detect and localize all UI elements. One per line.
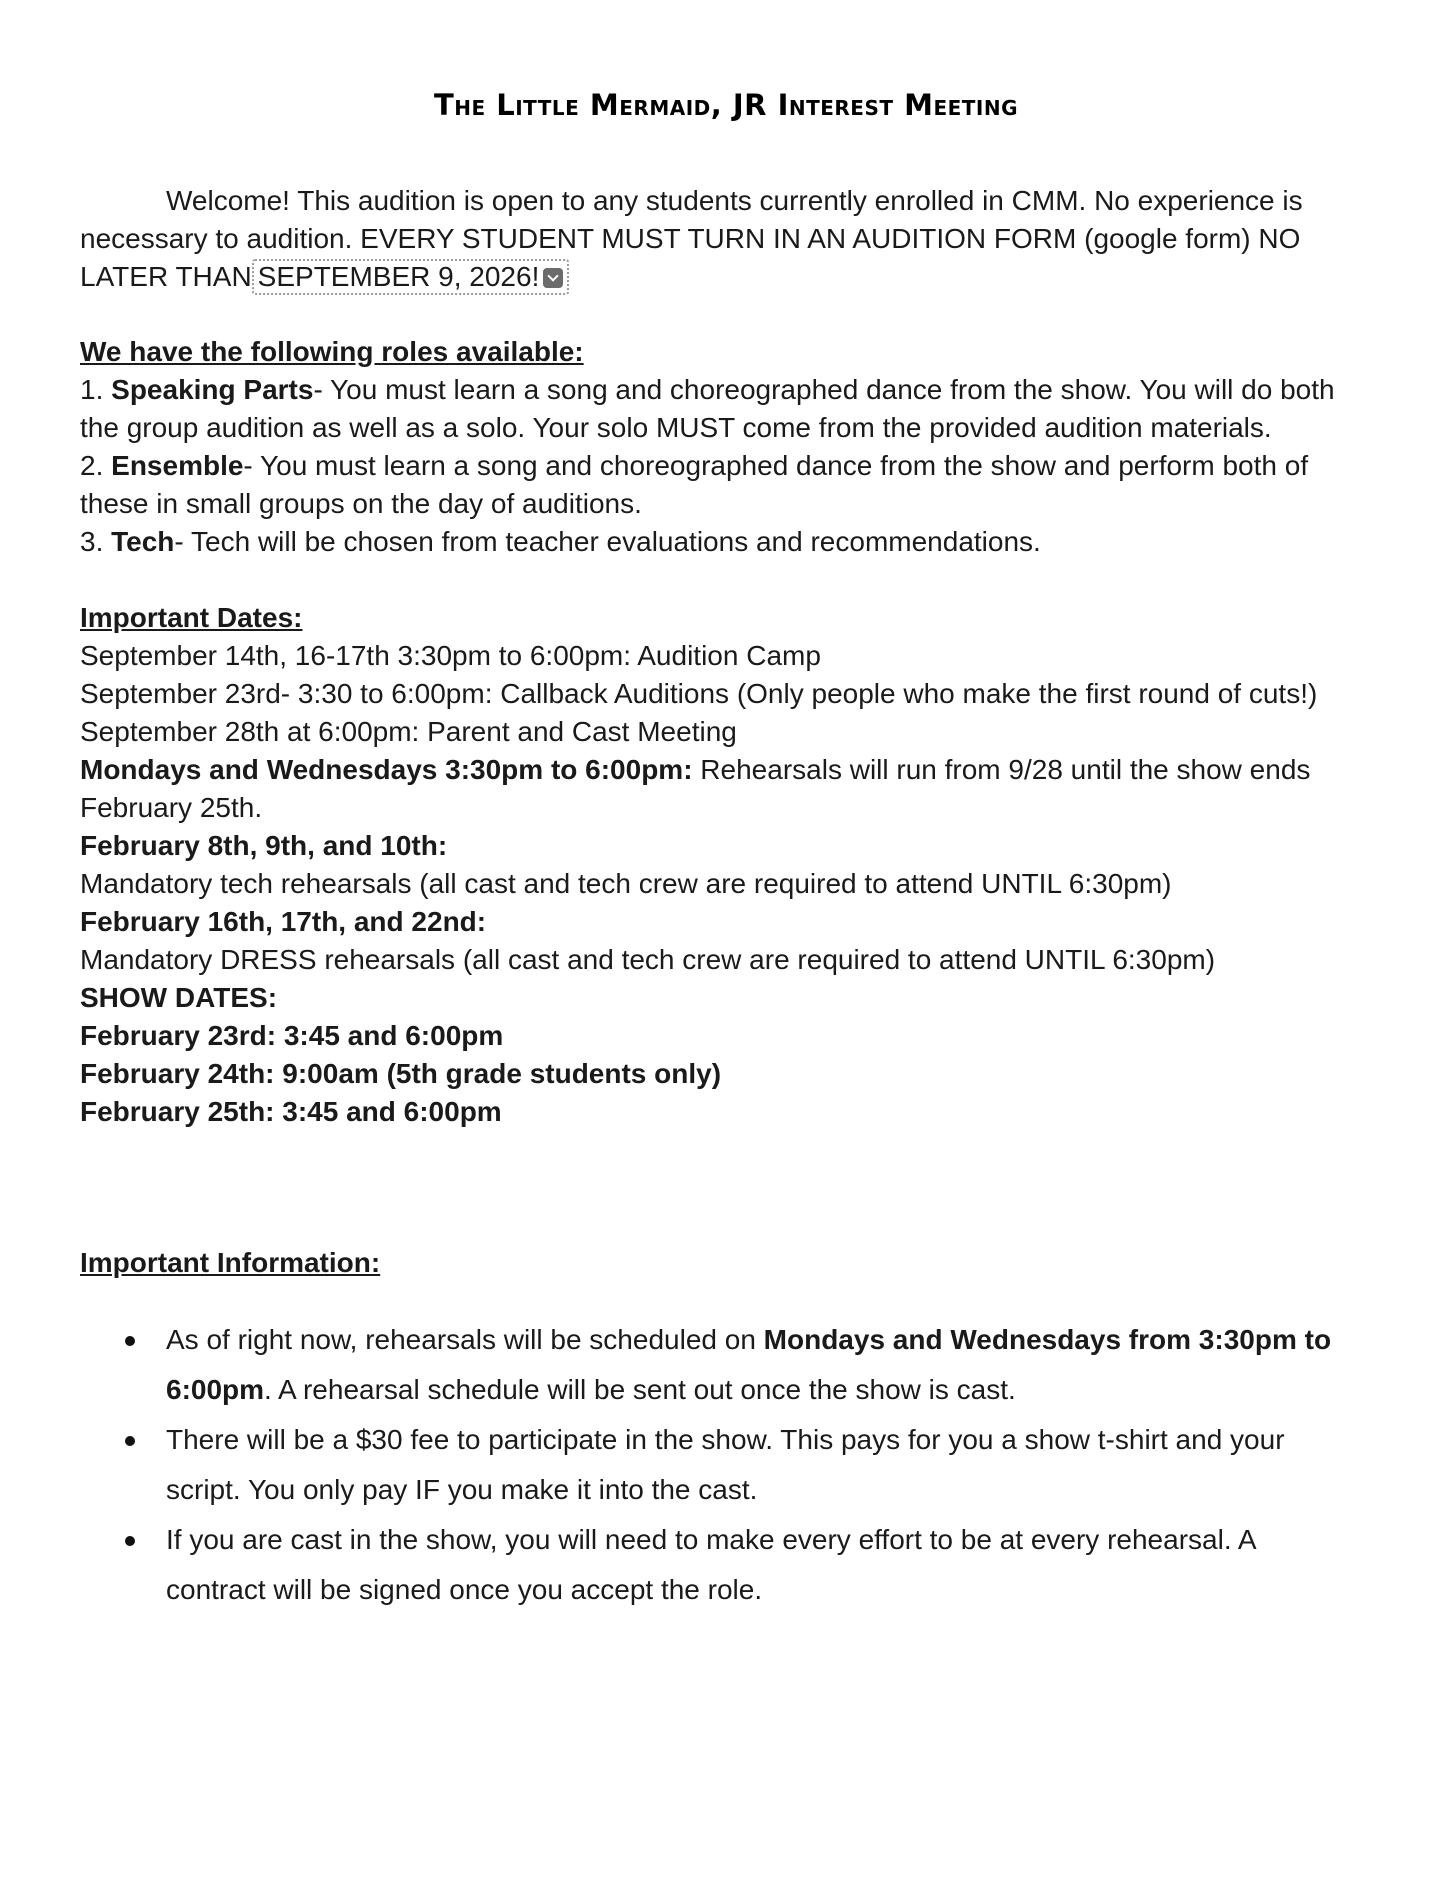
- rehearsal-desc-line-2: February 25th.: [80, 792, 263, 823]
- bullet-icon: [125, 1536, 135, 1546]
- role-desc: - You must learn a song and choreographed dance from the show. You will do both: [313, 374, 1335, 405]
- bullet-icon: [125, 1436, 135, 1446]
- deadline-date-chip[interactable]: [252, 259, 570, 295]
- info-line: contract will be signed once you accept the role.: [166, 1574, 763, 1605]
- role-name: Ensemble: [111, 450, 244, 481]
- show-date: February 23rd: 3:45 and 6:00pm: [80, 1020, 504, 1051]
- date-item: September 23rd- 3:30 to 6:00pm: Callback Auditions (Only people who make the first round of cuts!): [80, 678, 1318, 709]
- rehearsal-schedule: [80, 751, 1375, 789]
- info-line: There will be a $30 fee to participate in the show. This pays for you a show t-shirt and your: [166, 1424, 1285, 1455]
- info-line: If you are cast in the show, you will need to make every effort to be at every rehearsal. A: [166, 1524, 1257, 1555]
- info-text: . A rehearsal schedule will be sent out once the show is cast.: [264, 1374, 1016, 1405]
- role-desc: - You must learn a song and choreographed dance from the show and perform both of: [243, 450, 1309, 481]
- info-section: [80, 1244, 1375, 1282]
- role-ensemble-line-2: these in small groups on the day of auditions.: [80, 488, 642, 519]
- rehearsal-desc: Rehearsals will run from 9/28 until the show ends: [692, 754, 1311, 785]
- show-date: February 25th: 3:45 and 6:00pm: [80, 1096, 502, 1127]
- list-item: [80, 1415, 1375, 1515]
- role-desc: - Tech will be chosen from teacher evaluations and recommendations.: [174, 526, 1041, 557]
- dress-rehearsal-days: February 16th, 17th, and 22nd:: [80, 906, 487, 937]
- info-line: [166, 1315, 1375, 1365]
- list-item: [80, 1315, 1375, 1415]
- intro-line-3: [80, 258, 1375, 296]
- intro-paragraph: [80, 182, 1375, 296]
- show-dates-heading: SHOW DATES:: [80, 982, 278, 1013]
- info-line: script. You only pay IF you make it into the cast.: [166, 1474, 758, 1505]
- role-speaking: [80, 371, 1375, 409]
- dress-rehearsal-desc: Mandatory DRESS rehearsals (all cast and tech crew are required to attend UNTIL 6:30pm): [80, 944, 1216, 975]
- dates-heading: Important Dates:: [80, 602, 303, 633]
- dates-section: [80, 599, 1375, 1131]
- info-line: [166, 1365, 1375, 1415]
- info-text: As of right now, rehearsals will be scheduled on: [166, 1324, 764, 1355]
- deadline-date: SEPTEMBER 9, 2026!: [257, 261, 540, 292]
- rehearsal-days: Mondays and Wednesdays 3:30pm to 6:00pm:: [80, 754, 693, 785]
- info-bold: 6:00pm: [166, 1374, 265, 1405]
- role-ensemble: [80, 447, 1375, 485]
- tech-rehearsal-days: February 8th, 9th, and 10th:: [80, 830, 448, 861]
- roles-section: [80, 333, 1375, 561]
- date-item: September 28th at 6:00pm: Parent and Cast Meeting: [80, 716, 737, 747]
- date-item: September 14th, 16-17th 3:30pm to 6:00pm: Audition Camp: [80, 640, 821, 671]
- show-date: February 24th: 9:00am (5th grade students only): [80, 1058, 722, 1089]
- page-title: The Little Mermaid, JR Interest Meeting: [433, 88, 1019, 122]
- role-name: Speaking Parts: [111, 374, 314, 405]
- intro-line-1: Welcome! This audition is open to any students currently enrolled in CMM. No experience is: [166, 185, 1303, 216]
- intro-line-2: necessary to audition. EVERY STUDENT MUST TURN IN AN AUDITION FORM (google form) NO: [80, 223, 1301, 254]
- roles-heading: We have the following roles available:: [80, 336, 584, 367]
- info-bold: Mondays and Wednesdays from 3:30pm to: [763, 1324, 1332, 1355]
- role-number: 2.: [80, 450, 112, 481]
- intro-line-3-prefix: LATER THAN: [80, 261, 252, 292]
- list-item: [80, 1515, 1375, 1615]
- info-heading: Important Information:: [80, 1247, 381, 1278]
- chevron-down-icon[interactable]: [543, 268, 563, 288]
- info-list: [80, 1315, 1375, 1615]
- bullet-icon: [125, 1336, 135, 1346]
- role-tech: [80, 523, 1375, 561]
- role-number: 3.: [80, 526, 112, 557]
- role-name: Tech: [111, 526, 175, 557]
- role-number: 1.: [80, 374, 112, 405]
- tech-rehearsal-desc: Mandatory tech rehearsals (all cast and tech crew are required to attend UNTIL 6:30pm): [80, 868, 1172, 899]
- role-speaking-line-2: the group audition as well as a solo. Your solo MUST come from the provided audition materials.: [80, 412, 1272, 443]
